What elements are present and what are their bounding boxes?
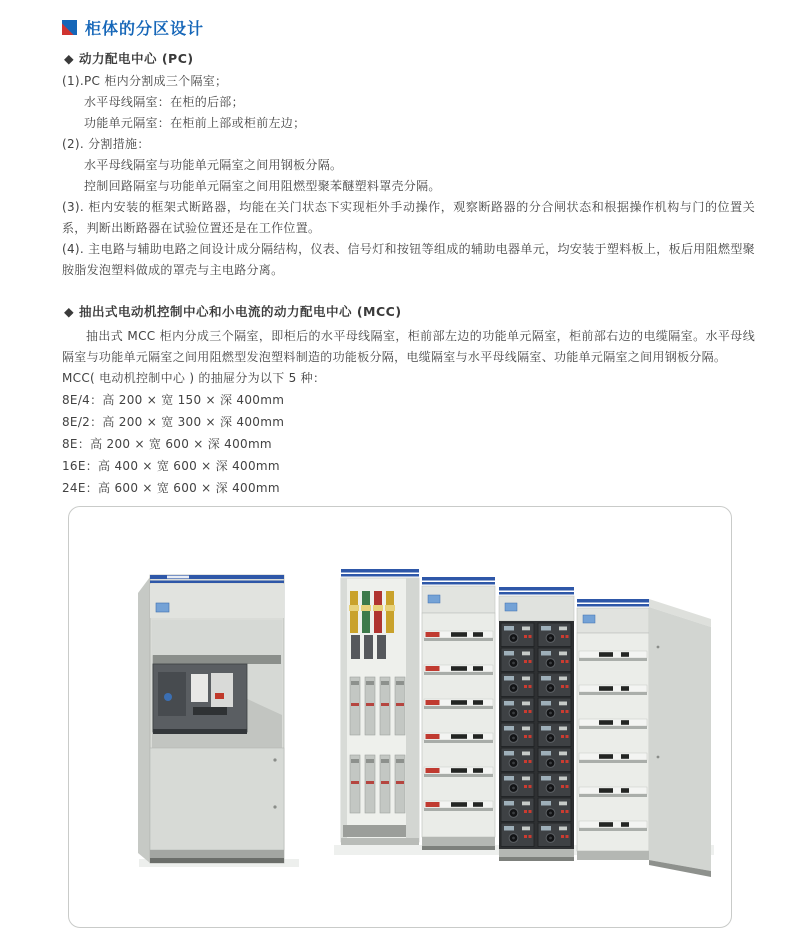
mcc-shelf-cabinet [422, 577, 495, 850]
mcc-lineup-illustration [341, 569, 711, 877]
pc-section-heading: ◆ 动力配电中心 (PC) [64, 51, 194, 66]
page-title: 柜体的分区设计 [85, 19, 205, 38]
drawer-size-8e: 8E：高 200 × 宽 600 × 深 400mm [62, 437, 272, 451]
pc-item-1: (1).PC 柜内分割成三个隔室； [62, 74, 228, 88]
page-title-row [62, 16, 755, 39]
mcc-empty-cabinet [577, 599, 711, 877]
drawer-size-8e4: 8E/4：高 200 × 宽 150 × 深 400mm [62, 393, 285, 407]
drawer-size-16e: 16E：高 400 × 宽 600 × 深 400mm [62, 459, 280, 473]
drawer-size-8e2: 8E/2：高 200 × 宽 300 × 深 400mm [62, 415, 285, 429]
mcc-paragraph-2: MCC( 电动机控制中心 ) 的抽屉分为以下 5 种： [62, 371, 326, 385]
mcc-section-heading: ◆ 抽出式电动机控制中心和小电流的动力配电中心 (MCC) [64, 304, 402, 319]
pc-paragraph-3: (3). 柜内安装的框架式断路器，均能在关门状态下实现柜外手动操作，观察断路器的分合闸状态和根据操作机构与门的位置关系，判断出断路器在试验位置还是在工作位置。 [62, 200, 755, 235]
mcc-drawer-cabinet [499, 587, 574, 861]
pc-item-6: 控制回路隔室与功能单元隔室之间用阻燃型聚苯醚塑料罩壳分隔。 [84, 179, 441, 193]
pc-paragraph-4: (4). 主电路与辅助电路之间设计成分隔结构，仪表、信号灯和按钮等组成的辅助电器单元，均安装于塑料板上，板后用阻燃型聚胺脂发泡塑料做成的罩壳与主电路分离。 [62, 242, 755, 277]
pc-item-5: 水平母线隔室与功能单元隔室之间用钢板分隔。 [84, 158, 343, 172]
circuit-breaker-illustration [153, 664, 247, 734]
pc-item-2: 水平母线隔室：在柜的后部； [84, 95, 244, 109]
mcc-paragraph-1: 抽出式 MCC 柜内分成三个隔室，即柜后的水平母线隔室，柜前部左边的功能单元隔室，柜前部右边的电缆隔室。水平母线隔室与功能单元隔室之间用阻燃型发泡塑料制造的功能板分隔，电缆隔室与水平母线隔室、功能单元隔室之间用钢板分隔。 [62, 329, 755, 364]
mcc-busbar-cabinet [341, 569, 419, 845]
pc-cabinet-illustration [138, 575, 284, 863]
pc-item-4: (2). 分割措施： [62, 137, 150, 151]
drawer-size-24e: 24E：高 600 × 宽 600 × 深 400mm [62, 481, 280, 495]
pc-item-3: 功能单元隔室：在柜前上部或柜前左边； [84, 116, 306, 130]
product-photo-frame [68, 506, 732, 928]
section-marker-icon [62, 20, 77, 35]
switchgear-cabinet-photo [69, 507, 731, 927]
